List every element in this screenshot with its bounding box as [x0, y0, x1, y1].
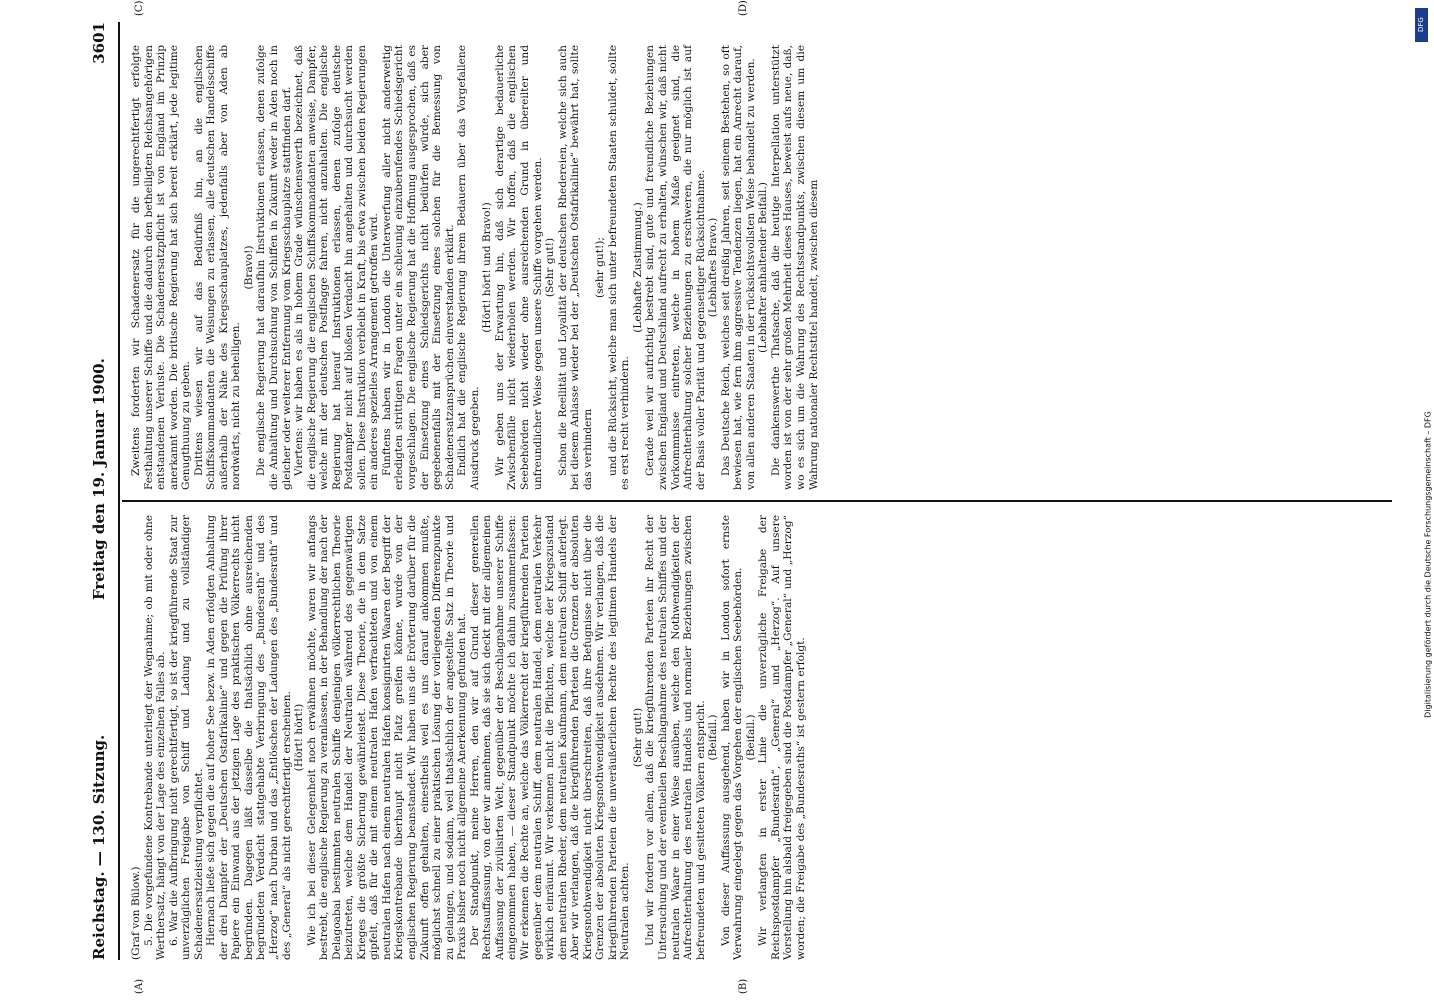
paragraph: Das Deutsche Reich, welches seit dreißig Jahren, seit seinem Bestehen, so oft bewiesen hat, wie fern ihm aggressive Tendenzen liegen, hat ein Anrecht darauf, von allen anderen Staaten in der rücksichtsvollsten Weise behandelt zu werden. — [719, 45, 757, 490]
header-page-number: 3601 — [90, 22, 108, 64]
paragraph: (Graf von Bülow.) — [130, 866, 142, 960]
paragraph: Hiernach ließe sich gegen die auf hoher See bezw. in Aden erfolgten Anhaltung der drei Dampfer der „Deutschen Ostafrikalinie“ und gegen die Prüfung ihrer Papiere ein Einwand aus der jetzigen Lage des praktischen Völkerrechts nicht begründen. Dagegen läßt dasselbe die thatsächlich ohne ausreichenden begründeten Verdacht stattgehabte Verbringung des „Bundesrath“ und des „Herzog“ nach Durban und das „Entlöschen der Ladungen des „Bundesrath“ und des „General“ als nicht gerechtfertigt erscheinen. — [205, 515, 293, 960]
left-text-column — [130, 515, 1398, 960]
margin-marker-c: (C) — [134, 0, 145, 16]
paragraph: (Bravo!) — [242, 245, 255, 290]
paragraph: 5. Die vorgefundene Kontrebande unterliegt der Wegnahme; ob mit oder ohne Werthersatz, hängt von der Lage des einzelnen Falles ab. — [142, 515, 168, 960]
margin-marker-b: (B) — [738, 978, 749, 994]
paragraph: Drittens wiesen wir auf das Bedürfniß hin, an die englischen Schiffskommandanten die Weisungen zu erlassen, alle deutschen Handelsschiffe außerhalb der Nähe des Kriegsschauplatzes, jedenfalls aber von Aden ab nordwärts, nicht zu behelligen. — [192, 45, 243, 490]
column-divider — [122, 501, 1392, 503]
paragraph: (Beifall.) — [744, 714, 757, 761]
paragraph: (sehr gut!); — [594, 237, 607, 298]
paragraph: Und wir fordern vor allem, daß die kriegführenden Parteien ihr Recht der Untersuchung und der eventuellen Beschlagnahme des neutralen Schiffes und der neutralen Waare in einer Weise ausüben, welche den Nothwendigkeiten der Aufrechterhaltung des neutralen Handels und normaler Beziehungen zwischen befreundeten und gesitteten Völkern entspricht. — [644, 515, 707, 960]
paragraph: Der Standpunkt, meine Herren, den wir auf Grund dieser generellen Rechtsauffassung, von der wir annehmen, daß sie sich deckt mit der allgemeinen Auffassung der zivilisirten Welt, gegenüber der Beschlagnahme unserer Schiffe eingenommen haben, — dieser Standpunkt möchte ich dahin zusammenfassen: Wir erkennen die Rechte an, welche das Völkerrecht der kriegführenden Parteien gegenüber dem neutralen Schiff, dem neutralen Handel, dem neutralen Verkehr wirklich einräumt. Wir verkennen nicht die Pflichten, welche der Kriegszustand dem neutralen Rheder, dem neutralen Kaufmann, dem neutralen Schiff auferlegt. Aber wir verlangen, daß die kriegführenden Parteien die Grenzen der absoluten Kriegsnothwendigkeit nicht überschreiten, daß ihre Befugnisse nicht über die Grenzen der absoluten Kriegsnothwendigkeit ausdehnen. Wir verlangen, daß die kriegführenden Parteien die unveräußerlichen Rechte des legitimen Handels der Neutralen achten. — [468, 515, 632, 960]
paragraph: Gerade weil wir aufrichtig bestrebt sind, gute und freundliche Beziehungen zwischen England und Deutschland aufrecht zu erhalten, wünschen wir, daß nicht Vorkommnisse eintreten, welche in hohem Maße geeignet sind, die Aufrechterhaltung solcher Beziehungen zu erschweren, die nur möglich ist auf der Basis voller Parität und gegenseitiger Rücksichtnahme. — [644, 45, 707, 490]
paragraph: und die Rücksicht, welche man sich unter befreundeten Staaten schuldet, sollte es erst recht verhindern. — [606, 45, 632, 490]
paragraph: (Hört! hört! und Bravo!) — [481, 202, 494, 333]
page-header — [78, 22, 120, 960]
paragraph: (Hört! hört!) — [293, 703, 306, 772]
paragraph: Die englische Regierung hat daraufhin Instruktionen erlassen, denen zufolge die Anhaltung und Durchsuchung von Schiffen in Zukunft weder in Aden noch in gleicher oder weiterer Entfernung vom Kriegsschauplatze stattfinden darf. — [255, 45, 293, 490]
margin-marker-a: (A) — [134, 978, 145, 994]
paragraph: Zweitens forderten wir Schadenersatz für die ungerechtfertigt erfolgte Festhaltung unserer Schiffe und die dadurch den betheiligten Reichsangehörigen entstandenen Verluste. Die Schadenersatzpflicht ist von England im Prinzip anerkannt worden. Die britische Regierung hat sich bereit erklärt, jede legitime Genugthuung zu geben. — [130, 45, 193, 490]
paragraph: (Beifall.) — [707, 714, 720, 761]
paragraph: 6. War die Aufbringung nicht gerechtfertigt, so ist der kriegführende Staat zur unverzüglichen Freigabe von Schiff und Ladung und zu vollständiger Schadenersatzleistung verpflichtet. — [167, 515, 205, 960]
paragraph: Fünftens haben wir in London die Unterwerfung aller nicht anderweitig erledigten strittigen Fragen unter ein schleunig einzuberufendes Schiedsgericht vorgeschlagen. Die englische Regierung hat die Hoffnung ausgesprochen, daß es der Einsetzung eines Schiedsgerichts nicht bedürfen würde, sich aber gegebenenfalls mit der Einsetzung eines solchen für die Bemessung von Schadenersatzansprüchen einverstanden erklärt. — [380, 45, 456, 490]
paragraph: Viertens: wir haben es als in hohem Grade wünschenswerth bezeichnet, daß die englische Regierung die englischen Schiffskommandanten anweise, Dampfer, welche mit der deutschen Postflagge fahren, nicht anzuhalten. Die englische Regierung hat hierauf Instruktionen erlassen, denen zufolge deutsche Postdampfer nicht auf bloßen Verdacht hin angehalten und durchsucht werden sollen. Diese Instruktion verbleibt in Kraft, bis etwa zwischen beiden Regierungen ein anderes spezielles Arrangement getroffen wird. — [293, 45, 381, 490]
paragraph: Wir geben uns der Erwartung hin, daß sich derartige bedauerliche Zwischenfälle nicht wiederholen werden. Wir hoffen, daß die englischen Seebehörden nicht wieder ohne ausreichenden Grund in übereilter und unfreundlicher Weise gegen unsere Schiffe vorgehen werden. — [493, 45, 544, 490]
header-left: Reichstag. — 130. Sitzung. — [90, 734, 108, 960]
digitization-note: Digitalisierung gefördert durch die Deutsche Forschungsgemeinschaft – DFG — [1423, 411, 1433, 718]
paragraph: (Lebhaftes Bravo.) — [707, 217, 720, 318]
header-center: Freitag den 19. Januar 1900. — [90, 358, 108, 600]
paragraph: (Sehr gut!) — [544, 237, 557, 298]
right-text-column — [130, 45, 1398, 490]
paragraph: Wie ich bei dieser Gelegenheit noch erwähnen möchte, waren wir anfangs bestrebt, die englische Regierung zu veranlassen, in der Behandlung der nach der Delagoabai bestimmten neutralen Schiffe denjenigen völkerrechtlichen Theorie beizutreten, welche dem Handel der Neutralen während des gegenwärtigen Krieges die größte Sicherung gewährleistet. Diese Theorie, die in dem Satze gipfelt, daß für die mit einem neutralen Hafen verfrachteten und von einem neutralen Hafen nach einem neutralen Hafen konsignirten Waaren der Begriff der Kriegskontrebande überhaupt nicht Platz greifen könne, wurde von der englischen Regierung beanstandet. Wir haben uns die Erörterung darüber für die Zukunft offen gehalten, einestheils weil es uns darauf ankommen mußte, möglichst schnell zu einer praktischen Lösung der vorliegenden Differenzpunkte zu gelangen, und sodann, weil thatsächlich der angestellte Satz in Theorie und Praxis bisher noch nicht allgemeine Anerkennung gefunden hat. — [305, 515, 469, 960]
paragraph: (Lebhafter anhaltender Beifall.) — [757, 182, 770, 353]
paragraph: (Sehr gut!) — [631, 707, 644, 768]
rotated-newspaper-page — [78, 0, 1398, 994]
digitization-sidebar — [1413, 0, 1431, 1000]
paragraph: Die dankenswerthe Thatsache, daß die heutige Interpellation unterstützt worden ist von der sehr großen Mehrheit dieses Hauses, beweist aufs neue, daß, wo es sich um die Wahrung des Rechtsstandpunkts, zwischen diesem um die Wahrung nationaler Rechtstitel handelt, zwischen diesem — [769, 45, 820, 490]
paragraph: Schon die Reellität und Loyalität der deutschen Rhedereien, welche sich auch bei diesem Anlasse wieder bei der „Deutschen Ostafrikalinie“ bewährt hat, sollte das verhindern — [556, 45, 594, 490]
dfg-logo: DFG — [1415, 8, 1428, 42]
paragraph: Von dieser Auffassung ausgehend, haben wir in London sofort ernste Verwahrung eingelegt gegen das Vorgehen der englischen Seebehörden. — [719, 515, 745, 960]
paragraph: Endlich hat die englische Regierung ihrem Bedauern über das Vorgefallene Ausdruck gegeben. — [456, 45, 481, 490]
paragraph: (Lebhafte Zustimmung.) — [631, 202, 644, 333]
margin-marker-d: (D) — [738, 0, 749, 16]
paragraph: Wir verlangten in erster Linie die unverzügliche Freigabe der Reichspostdampfer „Bundesrath“, „General“ und „Herzog“. Auf unsere Vorstellung hin alsbald freigegeben sind die Postdampfer „General“ und „Herzog“ worden; die Freigabe des „Bundesraths“ ist gestern erfolgt. — [757, 515, 807, 960]
